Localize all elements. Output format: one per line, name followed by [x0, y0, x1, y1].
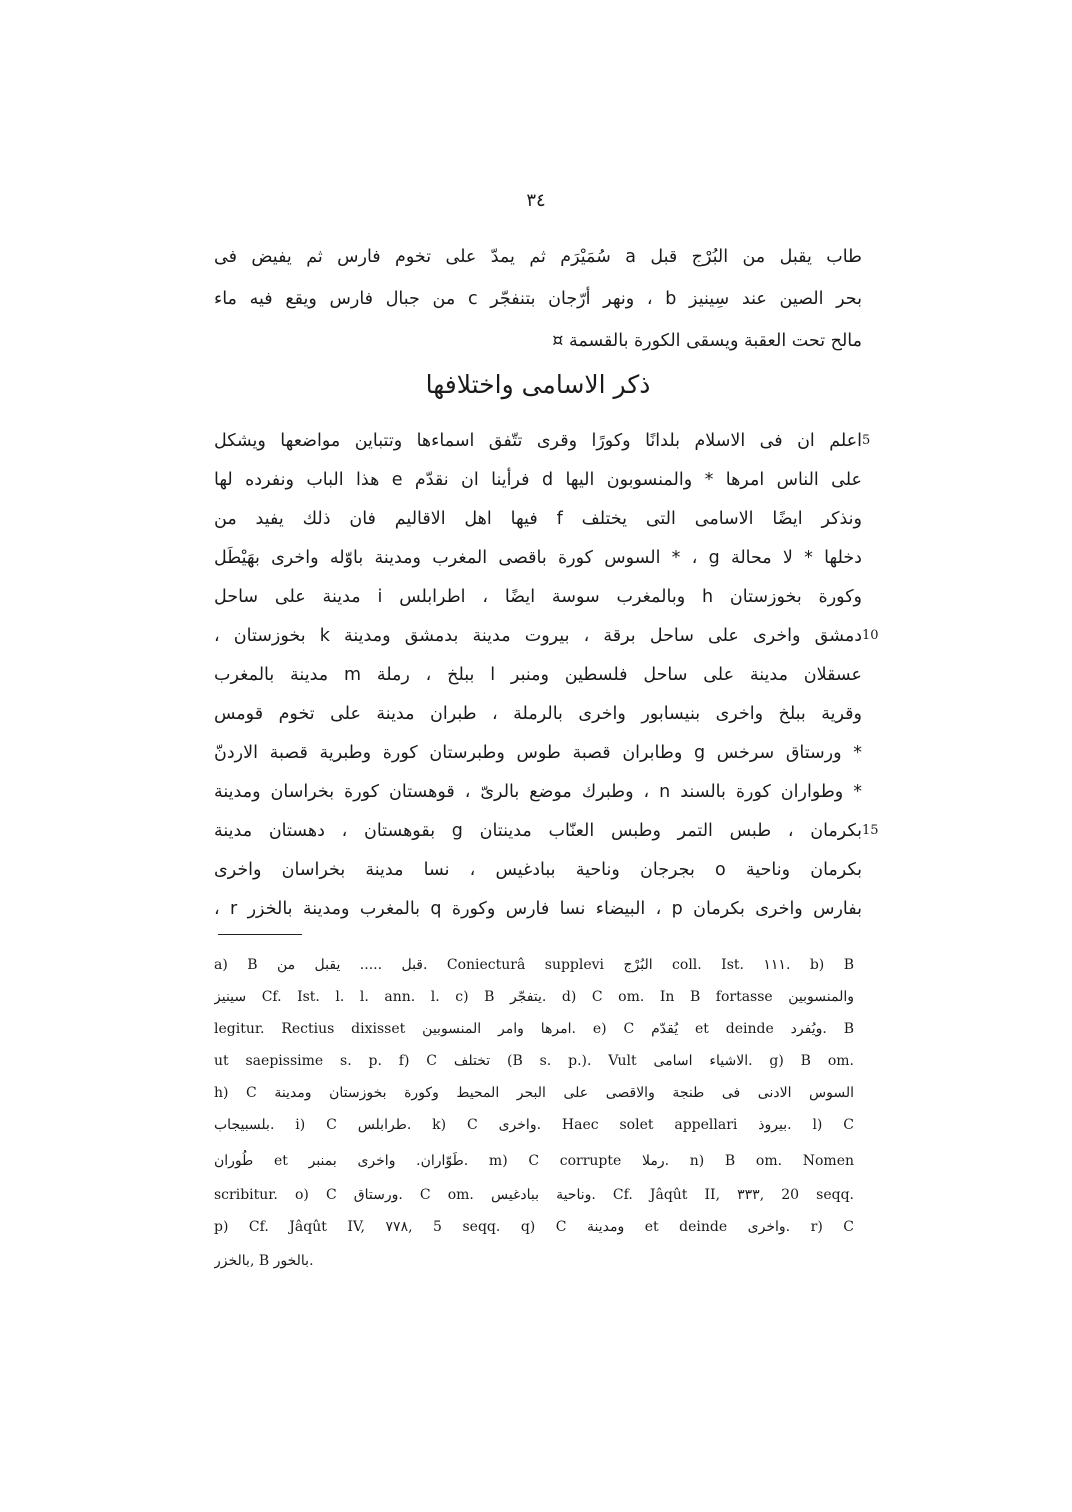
section-heading: ذكر الاسامى واختلافها — [425, 370, 651, 399]
footnote-line: ut saepissime s. p. f) C تختلف (B s. p.). Vult الاشياء اسامى. g) B om. — [214, 1053, 854, 1069]
footnote-line: h) C السوس الادنى فى طنجة والاقصى على البحر المحيط وكورة بخوزستان ومدينة — [214, 1085, 854, 1101]
text-line: على الناس امرها * والمنسوبون اليها d فرأينا ان نقدّم e هذا الباب ونفرده لها — [214, 470, 862, 490]
text-line: وكورة بخوزستان h وبالمغرب سوسة ايضًا ، اطرابلس i مدينة على ساحل — [214, 587, 862, 607]
text-line: * وطواران كورة بالسند n ، وطبرك موضع بالرىّ ، قوهستان كورة بخراسان ومدينة — [214, 782, 862, 802]
footnote-line: سينيز Cf. Ist. l. l. ann. l. c) B يتفجّر. d) C om. In B fortasse والمنسوبين — [214, 989, 854, 1005]
text-line: وقرية ببلخ واخرى بنيسابور واخرى بالرملة ، طبران مدينة على تخوم قومس — [214, 704, 862, 724]
line-number: 5 — [862, 433, 871, 448]
text-line: دخلها * لا محالة g ، * السوس كورة باقصى المغرب ومدينة باوّله واخرى بهَيْطَل — [214, 548, 862, 568]
footnote-line: scribitur. o) C ورستاق. C om. وناحية ببادغيس. Cf. Jâqût II, ٣٣٣, 20 seqq. — [214, 1187, 854, 1203]
footnote-line: p) Cf. Jâqût IV, ٧٧٨, 5 seqq. q) C ومدينة et deinde واخرى. r) C — [214, 1219, 854, 1235]
footnote-line: legitur. Rectius dixisset امرها وامر المنسوبين. e) C يُقدّم et deinde ويُفرد. B — [214, 1021, 854, 1037]
text-line: بكرمان ، طبس التمر وطبس العنّاب مدينتان g بقوهستان ، دهستان مدينة — [214, 821, 862, 841]
text-line: دمشق واخرى على ساحل برقة ، بيروت مدينة بدمشق ومدينة k بخوزستان ، — [214, 626, 862, 646]
footnote-line: a) B قبل ..... يقبل من. Coniecturâ supplevi البُرْج coll. Ist. ١١١. b) B — [214, 957, 854, 973]
footnote-line: بالخزر, B بالخور. — [214, 1253, 314, 1269]
text-line: بفارس واخرى بكرمان p ، البيضاء نسا فارس وكورة q بالمغرب ومدينة بالخزر r ، — [214, 899, 862, 919]
footnote-line: طُوران et طَوّاران. واخرى بمنبر. m) C corrupte رملا. n) B om. Nomen — [214, 1153, 854, 1169]
footnote-line: بلسبيجاب. i) C طرابلس. k) C واخرى. Haec solet appellari بيروذ. l) C — [214, 1117, 854, 1133]
line-number: 15 — [862, 823, 879, 838]
text-line: * ورستاق سرخس g وطابران قصبة طوس وطبرستان كورة وطبرية قصبة الاردنّ — [214, 743, 862, 763]
text-line: بكرمان وناحية o بجرجان وناحية ببادغيس ، نسا مدينة بخراسان واخرى — [214, 860, 862, 880]
intro-line: بحر الصين عند سِينيز b ، ونهر أرّجان بتنفجّر c من جبال فارس ويقع فيه ماء — [214, 289, 862, 309]
text-line: عسقلان مدينة على ساحل فلسطين ومنبر l ببلخ ، رملة m مدينة بالمغرب — [214, 665, 862, 685]
intro-line: مالح تحت العقبة ويسقى الكورة بالقسمة ¤ — [552, 331, 862, 351]
intro-line: طاب يقبل من البُرْج قبل a سُمَيْرَم ثم يمدّ على تخوم فارس ثم يفيض فى — [214, 247, 862, 267]
line-number: 10 — [862, 628, 879, 643]
text-line: ونذكر ايضًا الاسامى التى يختلف f فيها اهل الاقاليم فان ذلك يفيد من — [214, 509, 862, 529]
footnote-divider — [218, 934, 302, 935]
text-line: اعلم ان فى الاسلام بلدانًا وكورًا وقرى تتّفق اسماءها وتتباين مواضعها ويشكل — [214, 431, 862, 451]
page-number: ٣٤ — [526, 190, 546, 211]
